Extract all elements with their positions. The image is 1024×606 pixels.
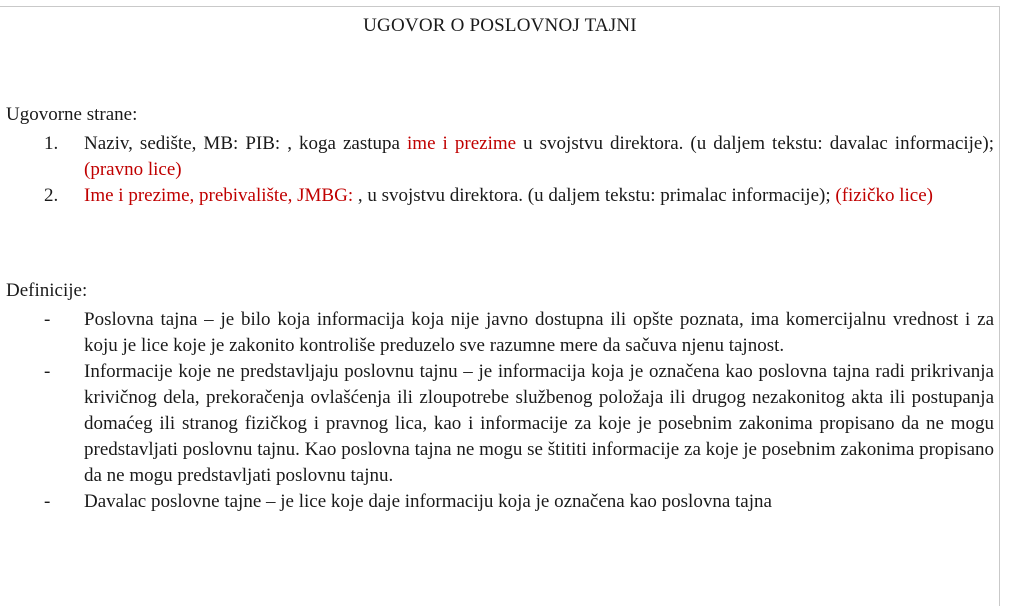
parties-heading: Ugovorne strane: bbox=[6, 104, 138, 125]
placeholder-text: Ime i prezime, prebivalište, JMBG: bbox=[84, 185, 354, 206]
definition-text: Davalac poslovne tajne – je lice koje daje informaciju koja je označena kao poslovna tajna bbox=[84, 491, 772, 512]
party-text: , u svojstvu direktora. (u daljem tekstu: primalac informacije); bbox=[353, 185, 836, 206]
list-number: 2. bbox=[44, 185, 59, 206]
document-page bbox=[0, 6, 1000, 606]
definition-text: Poslovna tajna – je bilo koja informacija koja nije javno dostupna ili opšte poznata, ima komercijalnu vrednost i za koju je lice koje je zakonito kontroliše preduzelo sve razumne mere da sačuva njenu tajnost. bbox=[84, 309, 994, 356]
list-number: 1. bbox=[44, 133, 59, 154]
list-dash: - bbox=[44, 361, 51, 382]
document-title: UGOVOR O POSLOVNOJ TAJNI bbox=[363, 15, 637, 36]
placeholder-text: (pravno lice) bbox=[84, 159, 182, 180]
placeholder-text: ime i prezime bbox=[407, 133, 517, 154]
placeholder-text: (fizičko lice) bbox=[835, 185, 933, 206]
list-dash: - bbox=[44, 309, 51, 330]
definition-text: Informacije koje ne predstavljaju poslovnu tajnu – je informacija koja je označena kao poslovna tajna radi prikrivanja krivičnog dela, prekoračenja ovlašćenja ili zloupotrebe službenog položaja ili drugog nezakonitog akta ili postupanja domaćeg ili stranog fizičkog i pravnog lica, kao i informacije za koje je posebnim zakonima propisano da ne mogu predstavljati poslovnu tajnu. Kao poslovna tajna ne mogu se štititi informacije za koje je posebnim zakonima propisano da ne mogu predstavljati poslovnu tajnu. bbox=[84, 361, 994, 486]
definitions-list bbox=[0, 307, 1000, 515]
party-item-2 bbox=[0, 183, 1000, 209]
party-item-1 bbox=[0, 131, 1000, 183]
list-dash: - bbox=[44, 491, 51, 512]
definition-item-1 bbox=[0, 307, 1000, 359]
definition-item-2 bbox=[0, 359, 1000, 489]
definitions-heading: Definicije: bbox=[6, 280, 88, 301]
party-text: Naziv, sedište, MB: PIB: , koga zastupa bbox=[84, 133, 408, 154]
parties-list bbox=[0, 131, 1000, 209]
party-text: u svojstvu direktora. (u daljem tekstu: davalac informacije); bbox=[516, 133, 994, 154]
definition-item-3 bbox=[0, 489, 1000, 515]
